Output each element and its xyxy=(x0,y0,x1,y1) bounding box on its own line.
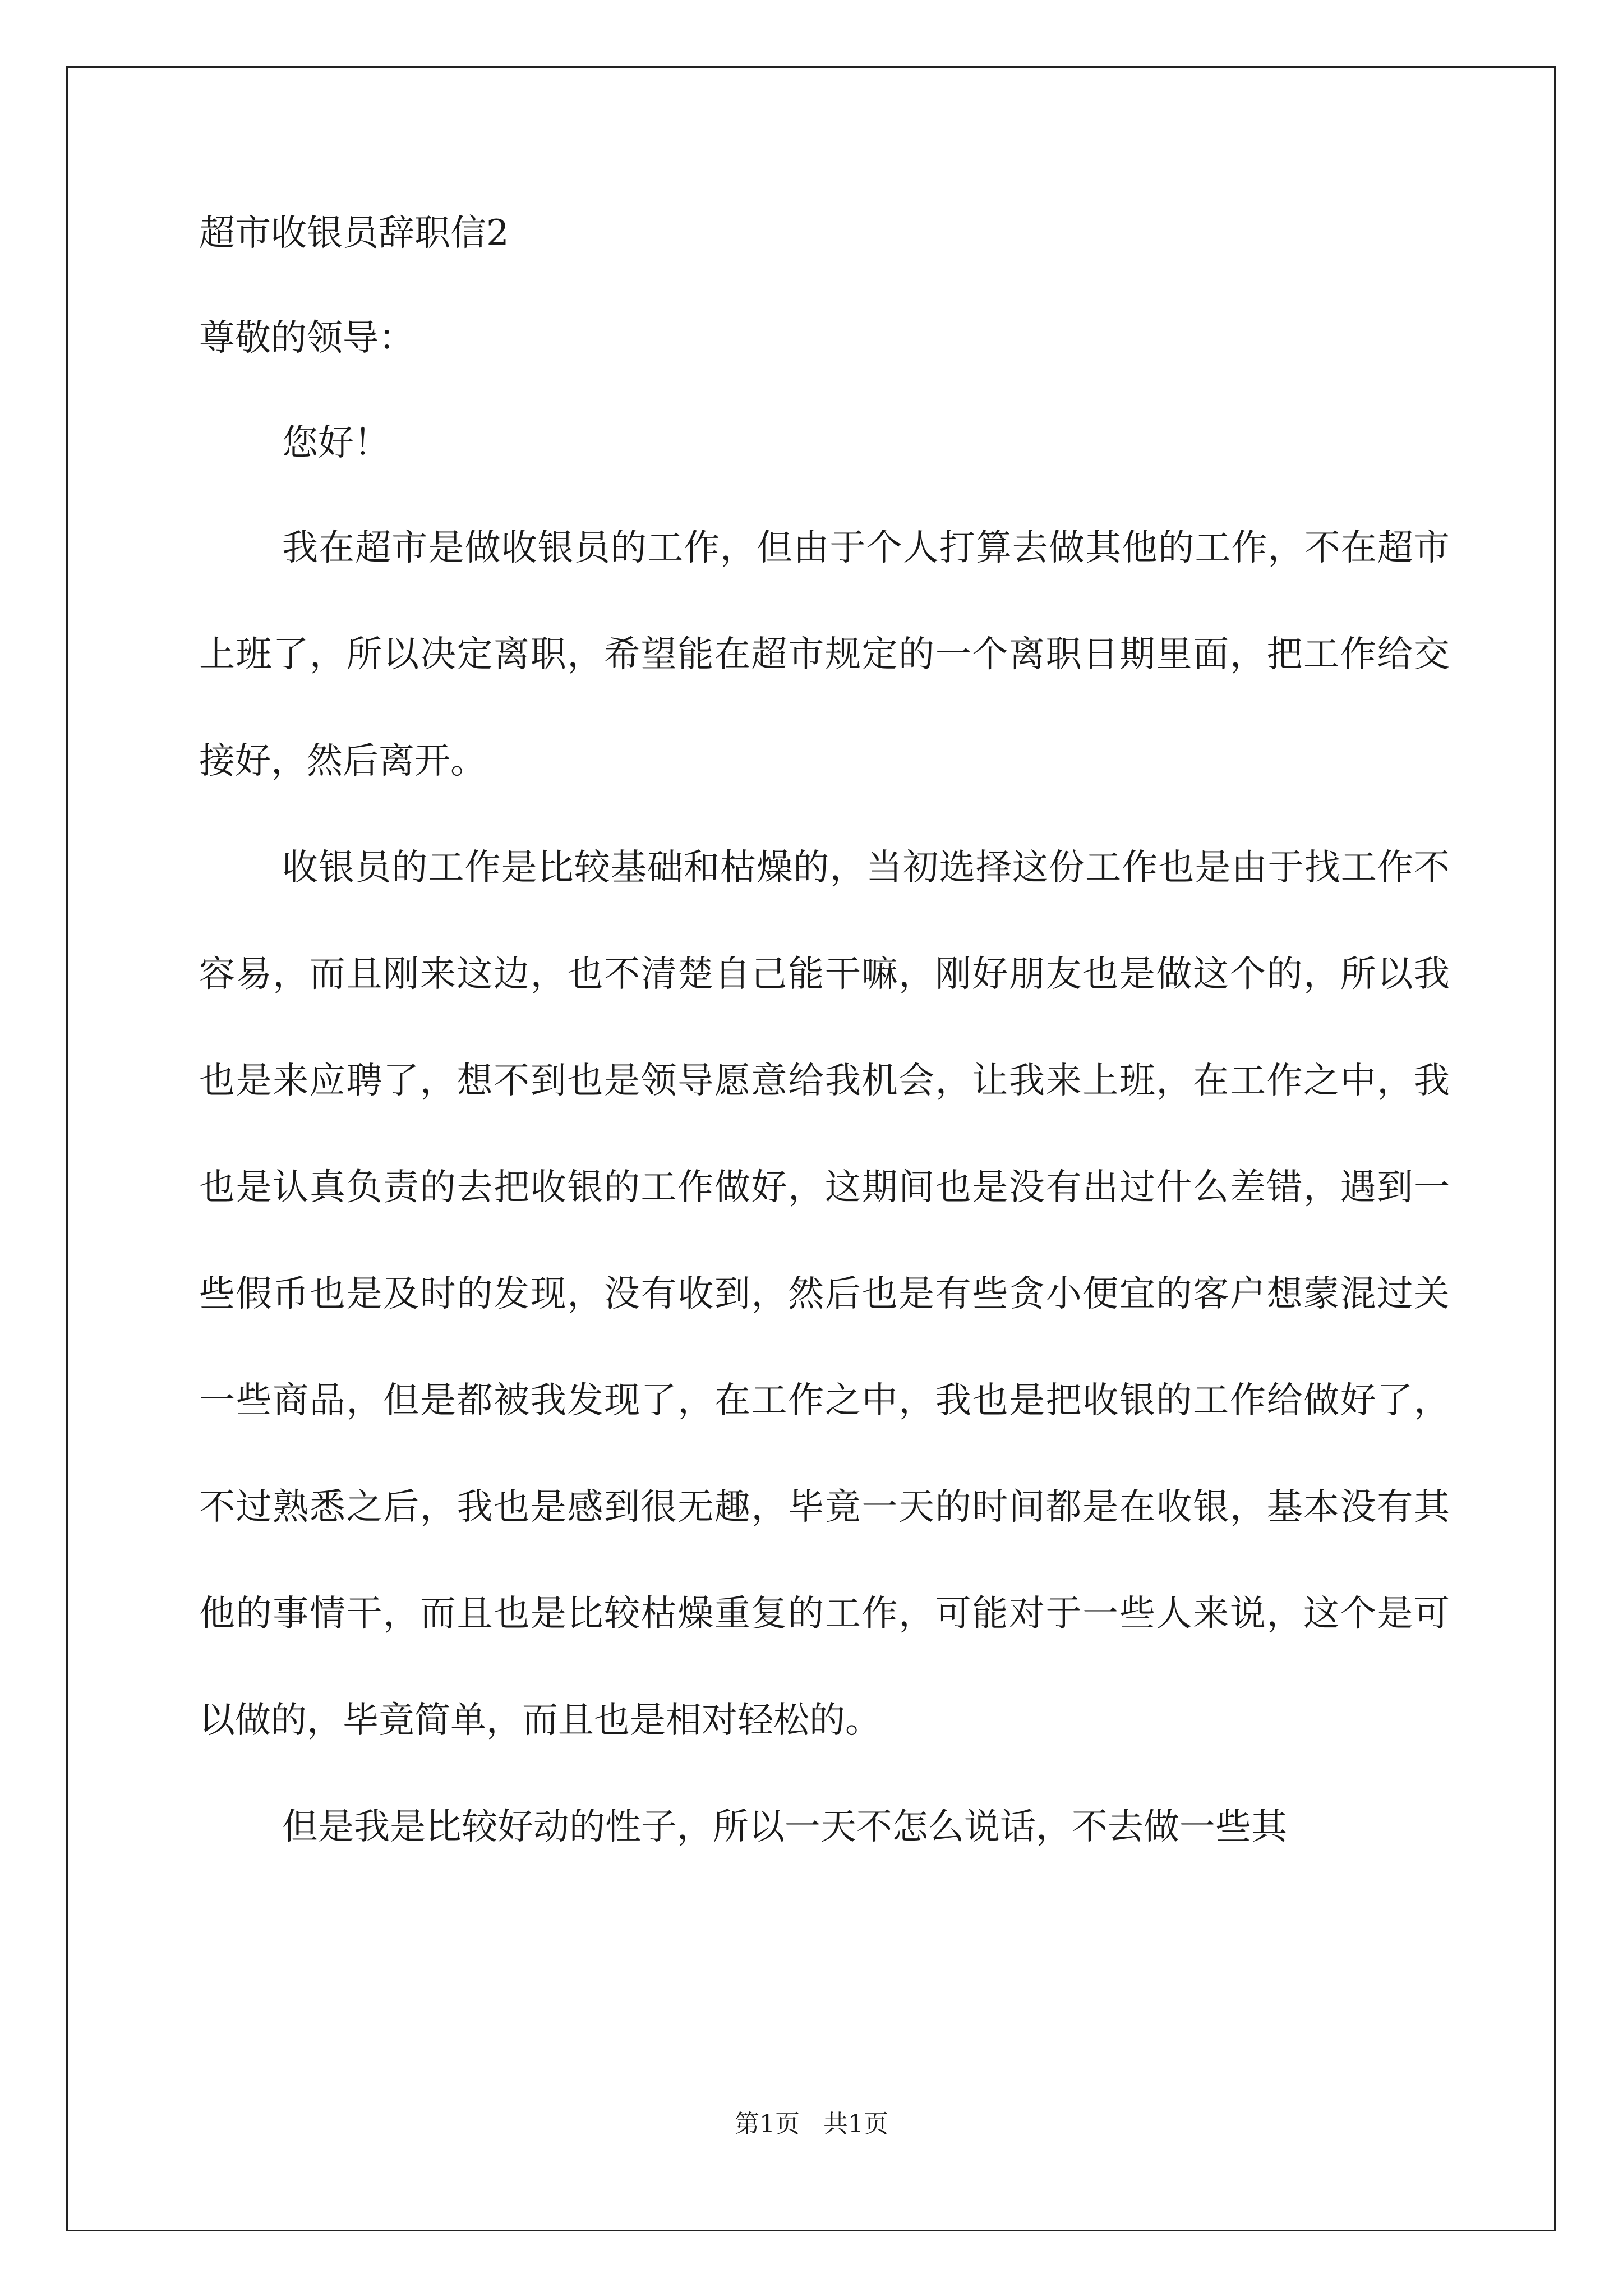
paragraph-block xyxy=(199,495,1450,1880)
paragraph: 但是我是比较好动的性子，所以一天不怎么说话，不去做一些其 xyxy=(282,1806,1287,1848)
greeting: 您好！ xyxy=(282,422,390,464)
page-footer: 第1页 共1页 xyxy=(735,2110,888,2138)
paragraph: 收银员的工作是比较基础和枯燥的，当初选择这份工作也是由于找工作不容易，而且刚来这边，也不清楚自己能干嘛，刚好朋友也是做这个的，所以我也是来应聘了，想不到也是领导愿意给我机会，让我来上班，在工作之中，我也是认真负责的去把收银的工作做好，这期间也是没有出过什么差错，遇到一些假币也是及时的发现，没有收到，然后也是有些贪小便宜的客户想蒙混过关一些商品，但是都被我发现了，在工作之中，我也是把收银的工作给做好了，不过熟悉之后，我也是感到很无趣，毕竟一天的时间都是在收银，基本没有其他的事情干，而且也是比较枯燥重复的工作，可能对于一些人来说，这个是可以做的，毕竟简单，而且也是相对轻松的。 xyxy=(199,847,1450,1741)
document-title: 超市收银员辞职信2 xyxy=(199,213,509,254)
salutation: 尊敬的领导： xyxy=(199,318,414,359)
paragraph: 我在超市是做收银员的工作，但由于个人打算去做其他的工作，不在超市上班了，所以决定离职，希望能在超市规定的一个离职日期里面，把工作给交接好，然后离开。 xyxy=(199,527,1450,782)
document-body xyxy=(199,213,1450,1880)
